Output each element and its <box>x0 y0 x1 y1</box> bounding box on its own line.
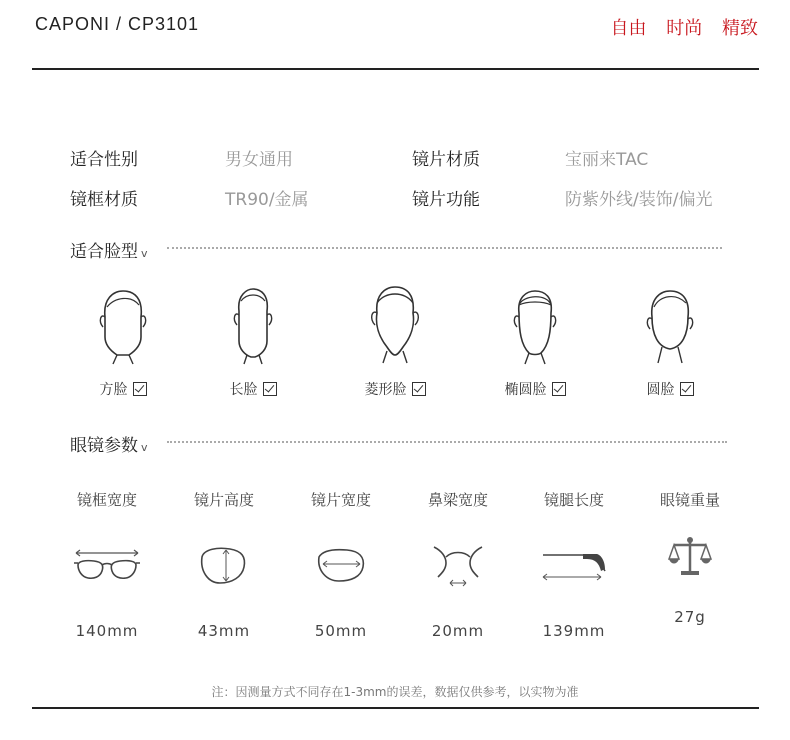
brand-model: CAPONI / CP3101 <box>35 14 200 34</box>
face-label-text: 椭圆脸 <box>504 382 547 398</box>
checkbox-icon <box>133 382 147 396</box>
spec-label-lens-function: 镜片功能 <box>412 190 480 210</box>
temple-length-icon <box>539 545 609 585</box>
face-label <box>625 379 715 399</box>
measure-label: 镜框宽度 <box>76 491 137 509</box>
spec-label-frame-material: 镜框材质 <box>70 190 138 210</box>
spec-value-frame-material: TR90/金属 <box>225 190 309 210</box>
chevron-down-icon: v <box>141 441 148 454</box>
face-item-oval <box>490 287 580 399</box>
measure-value: 140mm <box>75 622 139 640</box>
face-label <box>490 379 580 399</box>
measure-value: 50mm <box>314 622 368 640</box>
lens-height-icon <box>196 543 252 587</box>
frame-width-icon <box>72 545 142 585</box>
face-label-text: 圆脸 <box>646 382 675 398</box>
measure-value: 43mm <box>197 622 251 640</box>
face-item-square <box>78 287 168 399</box>
checkbox-icon <box>412 382 426 396</box>
header-divider <box>32 68 759 70</box>
measure-value: 27g <box>674 608 706 626</box>
measure-label: 鼻梁宽度 <box>427 491 488 509</box>
measure-label: 眼镜重量 <box>659 491 720 509</box>
face-label-text: 长脸 <box>229 382 258 398</box>
measure-label: 镜片高度 <box>193 491 254 509</box>
measure-temple-length <box>519 489 629 640</box>
tagline-word: 自由 <box>610 18 647 39</box>
face-item-round <box>625 287 715 399</box>
oval-face-icon <box>503 287 567 365</box>
measure-lens-width <box>286 489 396 640</box>
measure-weight <box>635 489 745 626</box>
disclaimer-note: 注：因测量方式不同存在1-3mm的误差，数据仅供参考，以实物为准 <box>211 685 579 699</box>
checkbox-icon <box>263 382 277 396</box>
checkbox-icon <box>680 382 694 396</box>
measure-value: 20mm <box>431 622 485 640</box>
measure-lens-height <box>169 489 279 640</box>
square-face-icon <box>91 287 155 365</box>
measure-bridge-width <box>403 489 513 640</box>
spec-label-gender: 适合性别 <box>70 150 138 170</box>
spec-value-lens-function: 防紫外线/装饰/偏光 <box>565 190 713 210</box>
spec-value-gender: 男女通用 <box>225 150 293 170</box>
face-item-diamond <box>350 285 440 399</box>
checkbox-icon <box>552 382 566 396</box>
measure-label: 镜腿长度 <box>543 491 604 509</box>
tagline <box>597 14 758 40</box>
face-section-title-text: 适合脸型 <box>70 242 138 262</box>
face-label-text: 方脸 <box>99 382 128 398</box>
tagline-word: 时尚 <box>666 18 703 39</box>
glasses-section-title <box>70 431 148 456</box>
face-label-text: 菱形脸 <box>364 382 407 398</box>
measure-value: 139mm <box>542 622 606 640</box>
measure-frame-width <box>52 489 162 640</box>
glasses-section-title-text: 眼镜参数 <box>70 436 138 456</box>
face-label <box>350 379 440 399</box>
footer-divider <box>32 707 759 709</box>
diamond-face-icon <box>363 285 427 365</box>
measure-label: 镜片宽度 <box>310 491 371 509</box>
dotted-divider <box>167 441 727 443</box>
bridge-width-icon <box>430 543 486 587</box>
chevron-down-icon: v <box>141 247 148 260</box>
face-label <box>78 379 168 399</box>
long-face-icon <box>221 287 285 365</box>
face-item-long <box>208 287 298 399</box>
face-label <box>208 379 298 399</box>
spec-label-lens-material: 镜片材质 <box>412 150 480 170</box>
round-face-icon <box>638 287 702 365</box>
lens-width-icon <box>313 545 369 585</box>
spec-value-lens-material: 宝丽来TAC <box>565 150 649 170</box>
tagline-word: 精致 <box>722 18 758 39</box>
dotted-divider <box>167 247 722 249</box>
scale-icon <box>668 535 712 579</box>
face-section-title <box>70 237 148 262</box>
